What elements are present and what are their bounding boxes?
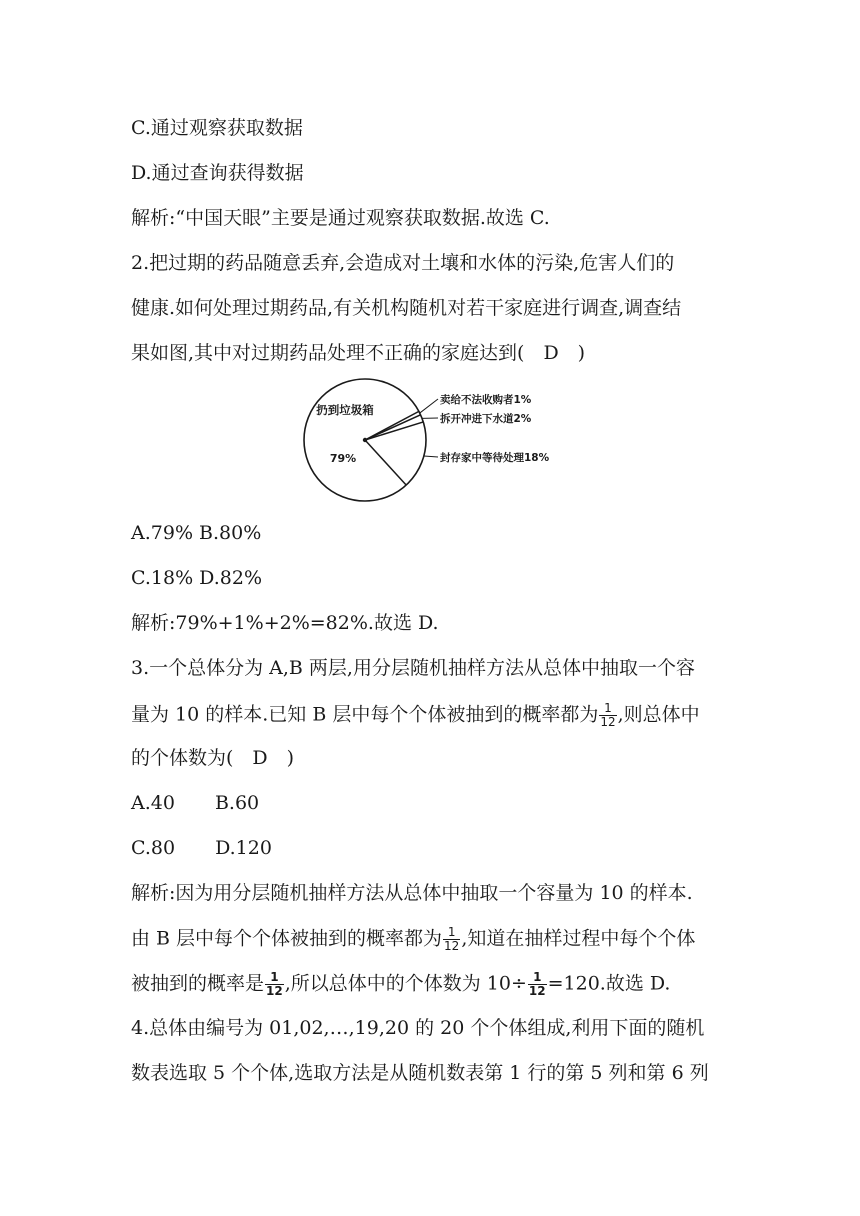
pie-leader-line xyxy=(420,399,438,413)
solution-q3-text-e: =120.故选 D. xyxy=(547,972,671,995)
pie-label-trash: 扔到垃圾箱 xyxy=(316,403,374,417)
option-c-q1: C.通过观察获取数据 xyxy=(131,117,303,139)
question-2-line-2: 健康.如何处理过期药品,有关机构随机对若干家庭进行调查,调查结 xyxy=(131,297,682,319)
solution-q3-line-3 xyxy=(131,971,670,998)
solution-q2: 解析:79%+1%+2%=82%.故选 D. xyxy=(131,612,439,634)
option-d-q1: D.通过查询获得数据 xyxy=(131,162,304,184)
pie-leader-line xyxy=(424,456,438,457)
option-c-q3: C.80 xyxy=(131,837,176,859)
question-3-line-3: 的个体数为( D ) xyxy=(131,747,295,769)
solution-q3-line-1: 解析:因为用分层随机抽样方法从总体中抽取一个容量为 10 的样本. xyxy=(131,882,693,904)
pie-label-79-percent: 79% xyxy=(329,452,357,465)
fraction-1-12: $\frac{1}{12}$ xyxy=(444,925,460,953)
pie-center-dot xyxy=(363,438,367,442)
question-3-text-a: 量为 10 的样本.已知 B 层中每个个体被抽到的概率都为 xyxy=(131,703,599,726)
question-3-line-1: 3.一个总体分为 A,B 两层,用分层随机抽样方法从总体中抽取一个容 xyxy=(131,657,695,679)
solution-q3-text-d: ,所以总体中的个体数为 10÷ xyxy=(284,972,527,995)
question-2-line-1: 2.把过期的药品随意丢弃,会造成对土壤和水体的污染,危害人们的 xyxy=(131,252,675,274)
fraction-1-12: $\frac{1}{12}$ xyxy=(600,701,616,729)
option-a-q3: A.40 xyxy=(131,792,175,814)
solution-q3-line-2 xyxy=(131,926,695,953)
pie-label-2: 拆开冲进下水道2% xyxy=(440,413,532,425)
options-ab-q3 xyxy=(131,791,259,815)
pie-chart xyxy=(290,378,580,508)
option-d-q3: D.120 xyxy=(215,837,272,859)
option-b-q3: B.60 xyxy=(214,792,260,814)
fraction-1-12-bold: $\frac{1}{12}$ xyxy=(528,970,546,998)
question-3-line-2 xyxy=(131,702,700,729)
solution-q3-text-c: 被抽到的概率是 xyxy=(131,972,265,995)
question-2-line-3: 果如图,其中对过期药品处理不正确的家庭达到( D ) xyxy=(131,342,586,364)
options-cd-q2: C.18% D.82% xyxy=(131,567,262,589)
pie-label-3: 封存家中等待处理18% xyxy=(440,452,550,464)
pie-label-1: 卖给不法收购者1% xyxy=(440,394,532,406)
options-ab-q2: A.79% B.80% xyxy=(131,522,262,544)
question-4-line-2: 数表选取 5 个个体,选取方法是从随机数表第 1 行的第 5 列和第 6 列 xyxy=(131,1062,709,1084)
fraction-1-12-bold: $\frac{1}{12}$ xyxy=(266,970,283,998)
options-cd-q3 xyxy=(131,836,272,860)
solution-q1: 解析:“中国天眼”主要是通过观察获取数据.故选 C. xyxy=(131,207,550,229)
pie-chart-svg xyxy=(290,378,580,508)
solution-q3-text-a: 由 B 层中每个个体被抽到的概率都为 xyxy=(131,927,443,950)
question-3-text-b: ,则总体中 xyxy=(617,703,700,726)
solution-q3-text-b: ,知道在抽样过程中每个个体 xyxy=(461,927,696,950)
question-4-line-1: 4.总体由编号为 01,02,…,19,20 的 20 个个体组成,利用下面的随机 xyxy=(131,1017,705,1039)
